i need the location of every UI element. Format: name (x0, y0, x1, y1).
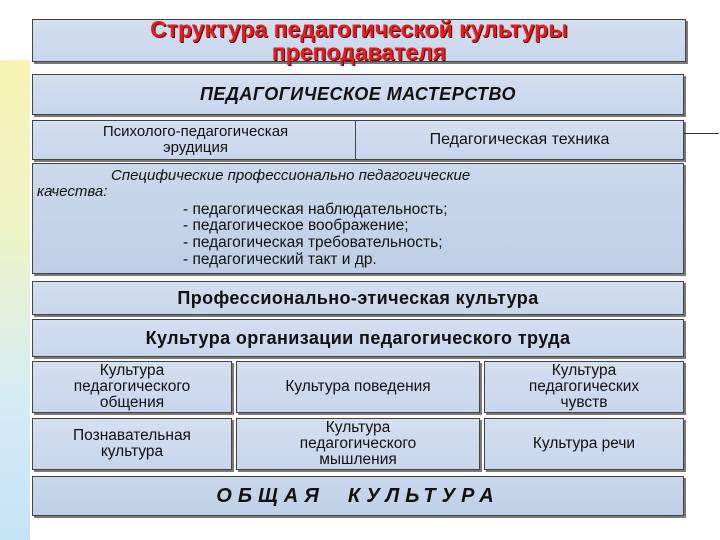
title-line-2: преподавателя (271, 38, 447, 65)
title-line-1: Структура педагогической культуры (150, 15, 568, 42)
pedagogical-mastery-box (32, 74, 684, 115)
labor-organization-label: Культура организации педагогического труда (145, 327, 571, 348)
cell-line: Культура (551, 362, 617, 380)
cell-line: Познавательная (73, 427, 191, 445)
list-item: - педагогическая наблюдательность; (183, 200, 448, 218)
cell-line: культура (100, 443, 164, 460)
general-culture-label: ОБЩАЯ КУЛЬТУРА (216, 484, 500, 507)
pedagogical-mastery-label: ПЕДАГОГИЧЕСКОЕ МАСТЕРСТВО (199, 84, 517, 104)
qualities-box (32, 163, 684, 274)
cognitive-culture-box (32, 418, 232, 470)
general-culture-box (32, 476, 684, 516)
communication-culture-box (32, 361, 232, 413)
cell-line: общения (99, 393, 165, 411)
list-item: - педагогический такт и др. (183, 250, 377, 268)
cell-line: педагогического (299, 435, 417, 453)
list-item: - педагогическая требовательность; (183, 233, 443, 251)
ethics-culture-label: Профессионально-этическая культура (177, 287, 539, 308)
feelings-culture-box (484, 361, 684, 413)
thinking-culture-box (236, 418, 480, 470)
cell-line: чувств (560, 393, 608, 411)
labor-organization-box (32, 319, 684, 357)
qualities-heading-line-2: качества: (37, 182, 108, 200)
technique-box (355, 120, 684, 160)
connector-line (684, 133, 719, 134)
cell-line: Культура речи (532, 435, 636, 453)
cell-line: мышления (319, 450, 397, 468)
cell-line: Культура поведения (285, 378, 431, 396)
background-gradient-strip (0, 60, 30, 540)
technique-label: Педагогическая техника (429, 131, 610, 148)
erudition-line-2: эрудиция (162, 139, 229, 156)
list-item: - педагогическое воображение; (183, 217, 409, 235)
qualities-heading-line-1: Специфические профессионально педагогические (111, 167, 471, 184)
erudition-box (32, 120, 359, 160)
behavior-culture-box (236, 361, 480, 413)
cell-line: Культура (325, 419, 391, 437)
speech-culture-box (484, 418, 684, 470)
erudition-line-1: Психолого-педагогическая (102, 123, 289, 141)
cell-line: педагогического (73, 378, 191, 396)
diagram-title (32, 15, 686, 65)
qualities-list (33, 202, 683, 269)
ethics-culture-box (32, 281, 684, 315)
cell-line: педагогических (528, 378, 640, 396)
cell-line: Культура (99, 362, 165, 380)
